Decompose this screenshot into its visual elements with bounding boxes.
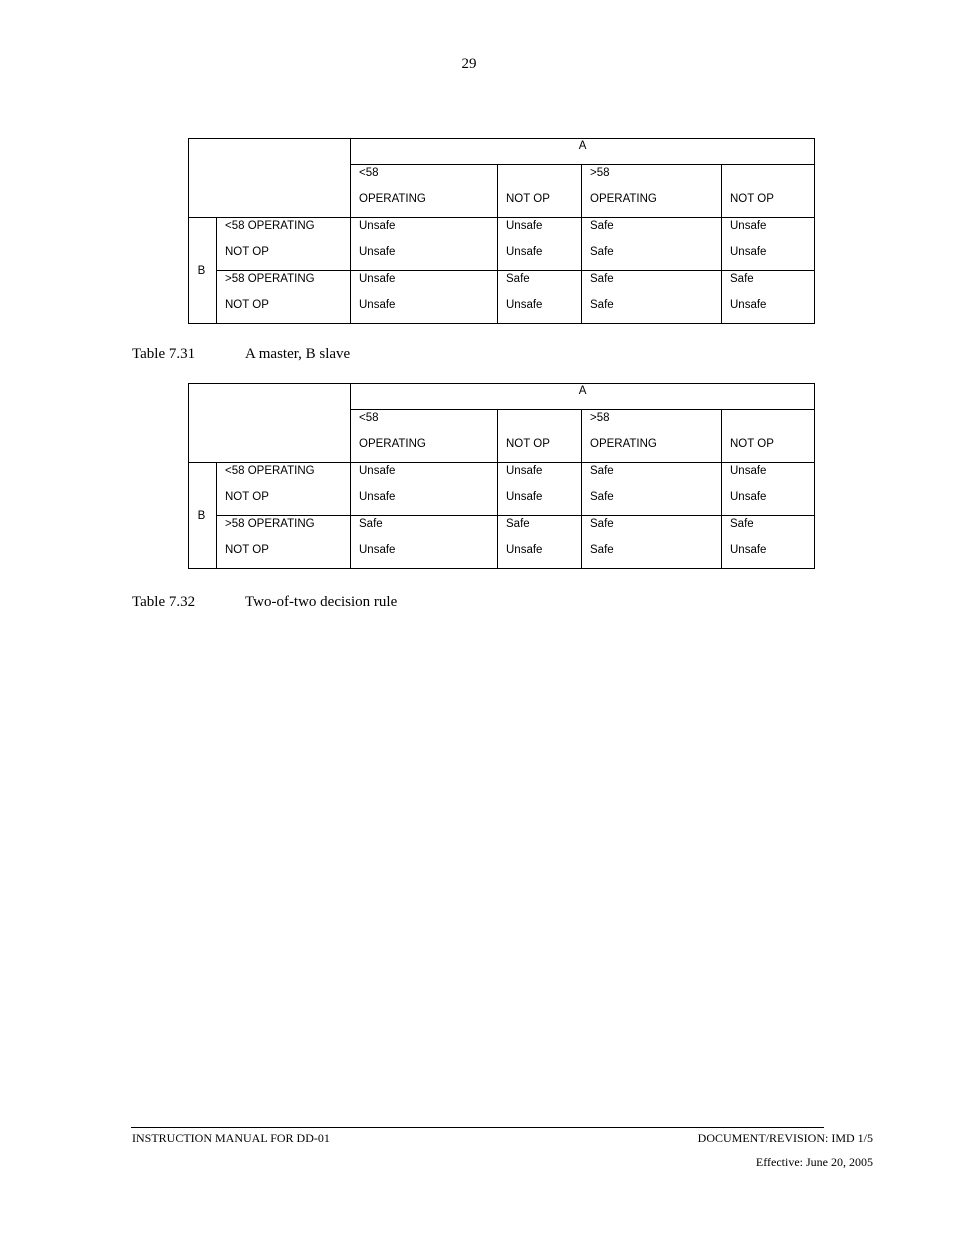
table-cell: Safe Safe [582,463,722,516]
column-subheader: <58 OPERATING [351,410,498,463]
table-cell: Safe Safe [582,271,722,324]
table-cell: Unsafe Unsafe [351,271,498,324]
table-cell: Unsafe Unsafe [722,218,815,271]
row-label: <58 OPERATING NOT OP [217,463,351,516]
caption-text: Two-of-two decision rule [245,594,398,610]
column-subheader: <58 OPERATING [351,165,498,218]
table-cell: Unsafe Unsafe [351,463,498,516]
column-group-header: A [351,384,815,410]
footer-manual-title: INSTRUCTION MANUAL FOR DD-01 [132,1131,330,1145]
table-cell: Safe Unsafe [722,516,815,569]
table-caption [132,594,397,611]
table-corner [189,139,351,218]
column-subheader: NOT OP [498,165,582,218]
column-subheader: >58 OPERATING [582,410,722,463]
caption-number: Table 7.31 [132,346,196,362]
footer-document-revision: DOCUMENT/REVISION: IMD 1/5 [697,1131,873,1145]
column-subheader: NOT OP [498,410,582,463]
column-subheader: NOT OP [722,410,815,463]
table-row [189,516,815,569]
decision-table-2 [188,383,815,569]
footer-divider [131,1127,824,1128]
table-cell: Safe Safe [582,218,722,271]
caption-text: A master, B slave [245,346,351,362]
row-group-header: B [189,463,217,569]
row-label: >58 OPERATING NOT OP [217,271,351,324]
column-group-header: A [351,139,815,165]
page-number: 29 [461,56,477,72]
row-label: >58 OPERATING NOT OP [217,516,351,569]
row-group-header: B [189,218,217,324]
decision-table-1 [188,138,815,324]
table-cell: Safe Safe [582,516,722,569]
table-cell: Safe Unsafe [498,516,582,569]
table-row [189,218,815,271]
column-subheader: NOT OP [722,165,815,218]
caption-number: Table 7.32 [132,594,196,610]
table-cell: Safe Unsafe [722,271,815,324]
table-cell: Safe Unsafe [351,516,498,569]
table-cell: Safe Unsafe [498,271,582,324]
table-cell: Unsafe Unsafe [498,463,582,516]
row-label: <58 OPERATING NOT OP [217,218,351,271]
table-cell: Unsafe Unsafe [498,218,582,271]
table-row [189,271,815,324]
table-corner [189,384,351,463]
table-cell: Unsafe Unsafe [351,218,498,271]
table-caption [132,346,350,363]
table-row [189,463,815,516]
table-cell: Unsafe Unsafe [722,463,815,516]
column-subheader: >58 OPERATING [582,165,722,218]
footer-effective-date: Effective: June 20, 2005 [755,1155,873,1169]
